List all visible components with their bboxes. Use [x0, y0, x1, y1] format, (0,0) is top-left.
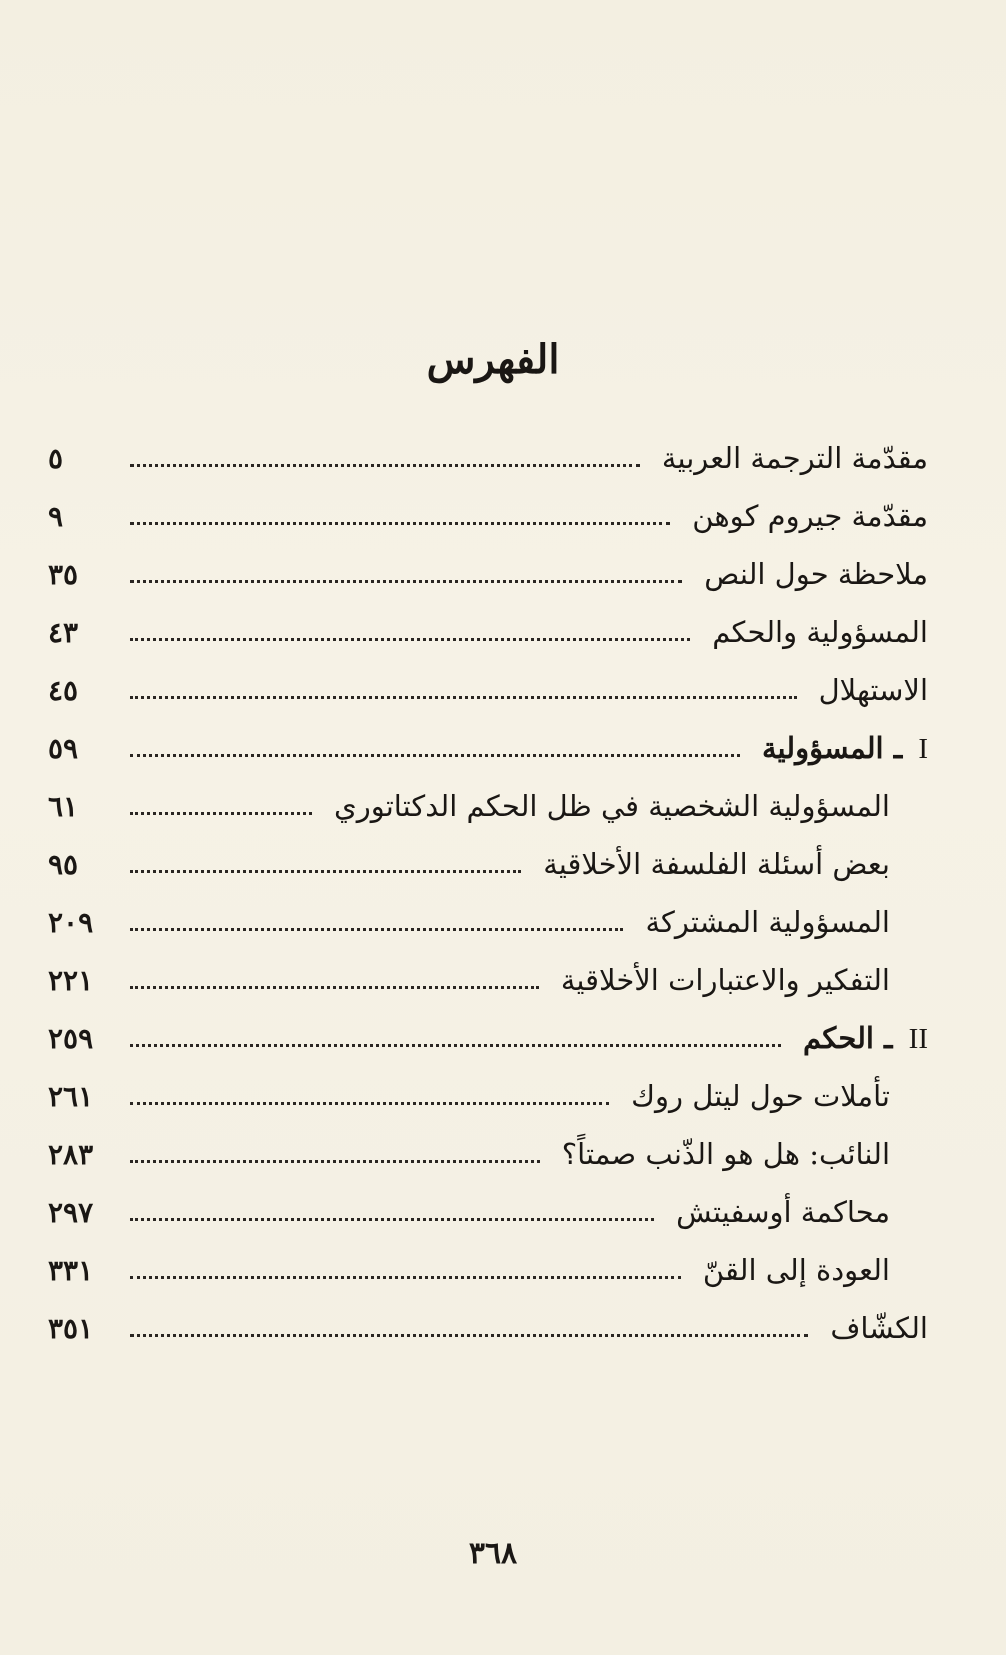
part-numeral: I [918, 732, 928, 765]
toc-entry-label: بعض أسئلة الفلسفة الأخلاقية [543, 847, 890, 881]
toc-entry-page: ٢٨٣ [48, 1137, 94, 1171]
toc-entry-label: مقدّمة الترجمة العربية [661, 441, 928, 475]
toc-entry-page: ٣٣١ [48, 1253, 94, 1287]
toc-entry-page: ٢٦١ [48, 1079, 94, 1113]
toc-entry-moral-philosophy [48, 844, 928, 884]
dot-leader [130, 464, 640, 467]
toc-entry-page: ٢٢١ [48, 963, 94, 997]
toc-entry-jerome-kohn-intro [48, 496, 928, 536]
part-title: ـ الحكم [803, 1020, 893, 1055]
toc-entry-prologue [48, 670, 928, 710]
toc-entry-page: ٢٩٧ [48, 1195, 94, 1229]
toc-entry-label: الاستهلال [818, 673, 928, 707]
toc-entry-label: مقدّمة جيروم كوهن [692, 499, 928, 533]
dot-leader [130, 754, 740, 757]
toc-entry-label: العودة إلى القنّ [702, 1253, 890, 1287]
dot-leader [130, 580, 682, 583]
dot-leader [130, 928, 623, 931]
dot-leader [130, 986, 539, 989]
toc-entry-arabic-translation-intro [48, 438, 928, 478]
page-number: ٣٦٨ [468, 1536, 518, 1571]
toc-part-responsibility [48, 728, 928, 768]
toc-entry-page: ٢٠٩ [48, 905, 94, 939]
dot-leader [130, 1218, 654, 1221]
toc-entry-page: ٦١ [48, 789, 79, 823]
toc-entry-label: التفكير والاعتبارات الأخلاقية [560, 963, 890, 997]
dot-leader [130, 638, 690, 641]
toc-entry-thinking-moral-considerations [48, 960, 928, 1000]
dot-leader [130, 1044, 781, 1047]
dot-leader [130, 1102, 609, 1105]
toc-entry-page: ٩ [48, 499, 64, 533]
toc-entry-label: الكشّاف [830, 1311, 928, 1345]
toc-entry-note-on-text [48, 554, 928, 594]
toc-entry-collective-responsibility [48, 902, 928, 942]
part-numeral: II [908, 1022, 928, 1055]
dot-leader [130, 522, 670, 525]
toc-entry-page: ٥ [48, 441, 64, 475]
toc-part-heading [803, 1021, 928, 1056]
toc-entry-label: ملاحظة حول النص [704, 557, 928, 591]
toc-entry-page: ٣٥ [48, 557, 79, 591]
part-title: ـ المسؤولية [761, 730, 903, 765]
toc-part-judgment [48, 1018, 928, 1058]
toc-entry-label: محاكمة أوسفيتش [676, 1195, 890, 1229]
dot-leader [130, 812, 312, 815]
toc-entry-page: ٤٣ [48, 615, 79, 649]
toc-entry-responsibility-and-judgment [48, 612, 928, 652]
toc-entry-the-deputy [48, 1134, 928, 1174]
toc-entry-auschwitz-trial [48, 1192, 928, 1232]
toc-entry-label: المسؤولية الشخصية في ظل الحكم الدكتاتوري [334, 789, 890, 823]
toc-entry-home-to-roost [48, 1250, 928, 1290]
toc-part-heading [762, 731, 928, 766]
toc-entry-page: ٩٥ [48, 847, 79, 881]
dot-leader [130, 1276, 681, 1279]
toc-entry-page: ٣٥١ [48, 1311, 94, 1345]
toc-entry-index [48, 1308, 928, 1348]
toc-entry-label: المسؤولية المشتركة [645, 905, 890, 939]
toc-entry-label: المسؤولية والحكم [712, 615, 928, 649]
page-title: الفهرس [426, 336, 560, 383]
toc-entry-little-rock [48, 1076, 928, 1116]
dot-leader [130, 870, 521, 873]
dot-leader [130, 1334, 808, 1337]
dot-leader [130, 696, 797, 699]
toc-entry-page: ٤٥ [48, 673, 79, 707]
toc-entry-label: النائب: هل هو الذّنب صمتاً؟ [561, 1137, 890, 1171]
toc-entry-personal-responsibility [48, 786, 928, 826]
toc-entry-page: ٢٥٩ [48, 1021, 94, 1055]
dot-leader [130, 1160, 540, 1163]
toc-entry-page: ٥٩ [48, 731, 79, 765]
toc-entry-label: تأملات حول ليتل روك [631, 1079, 890, 1113]
